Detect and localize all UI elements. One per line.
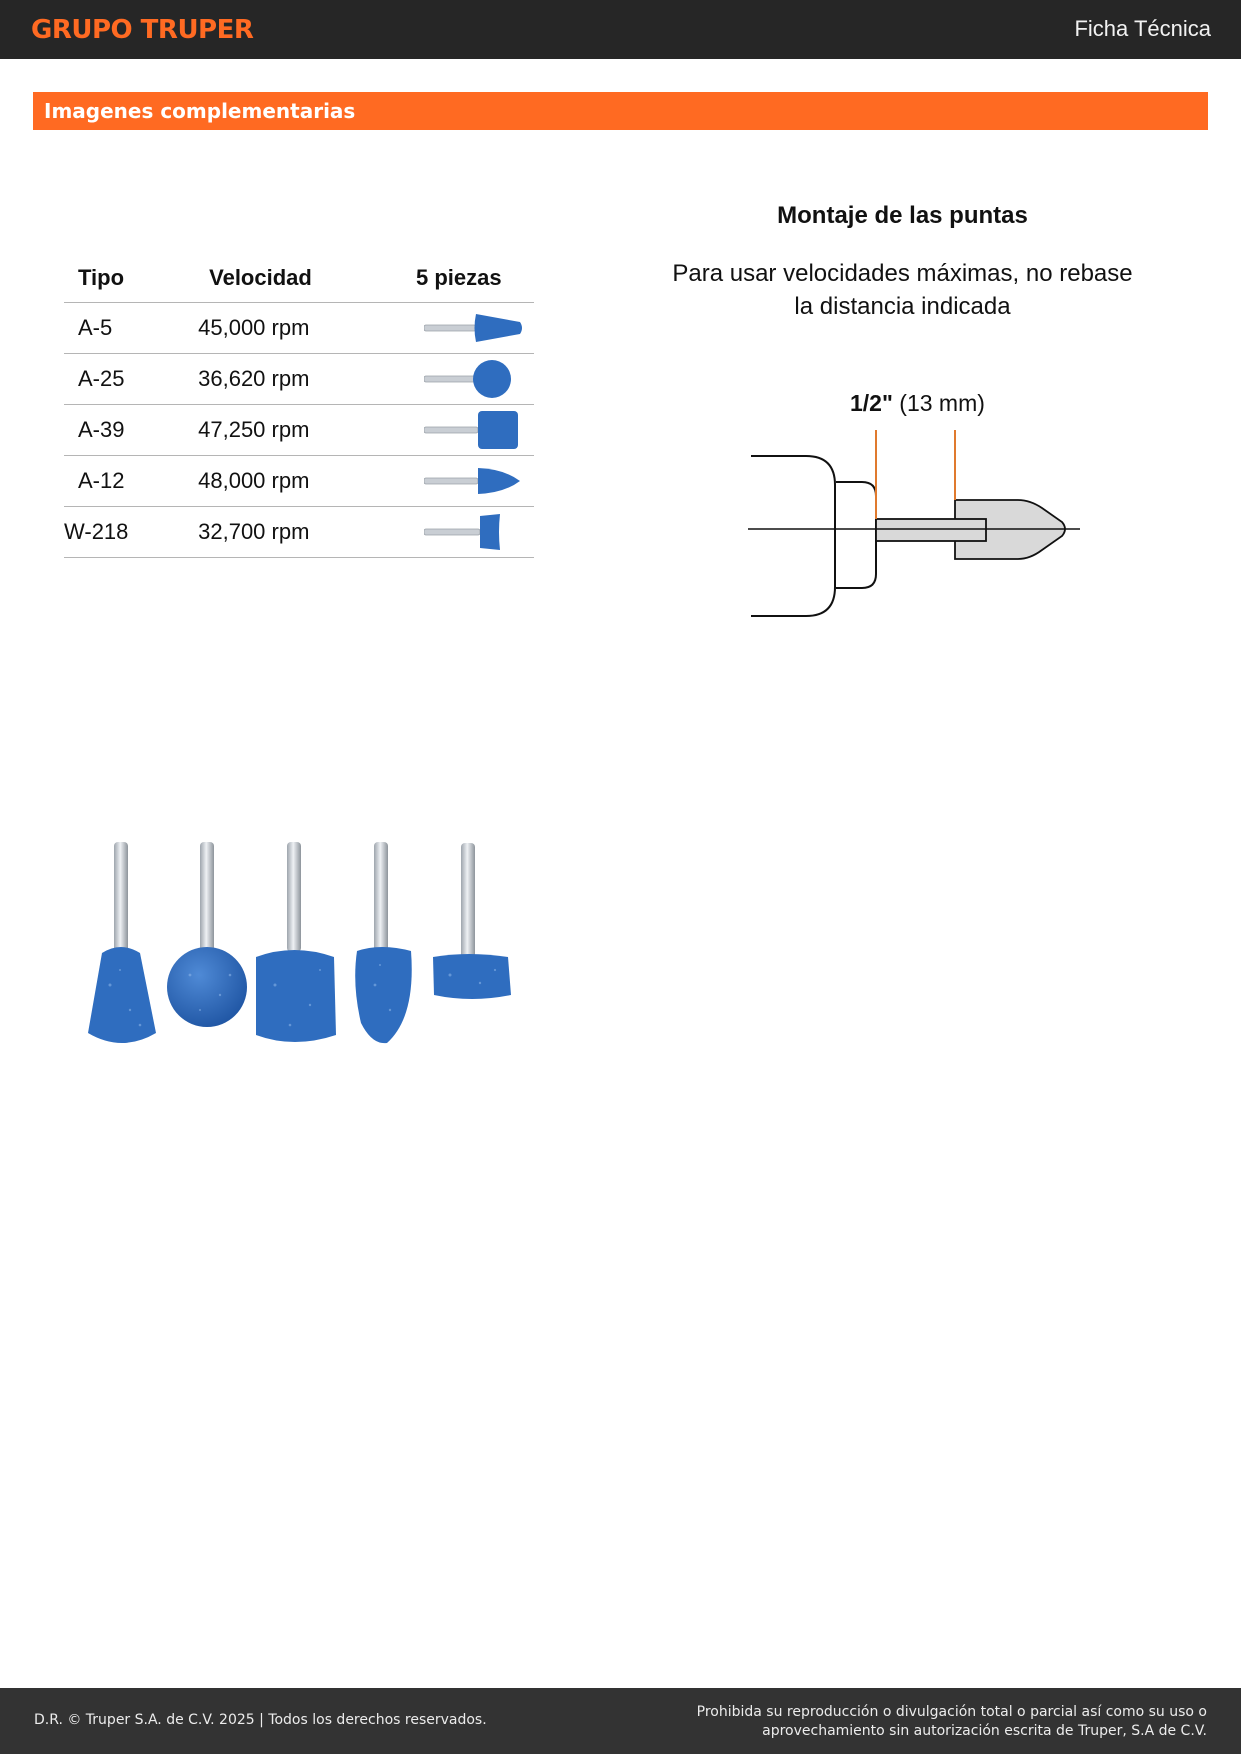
cell-icon [396, 506, 534, 557]
top-header-bar [0, 0, 1241, 59]
mount-instructions-line: Para usar velocidades máximas, no rebase [672, 260, 1133, 287]
cell-icon [396, 302, 534, 353]
section-title: Imagenes complementarias [44, 99, 356, 123]
table-row [64, 455, 534, 506]
cell-velocidad: 32,700 rpm [198, 506, 396, 557]
ball-stone-icon [424, 358, 534, 400]
dimension-mm: (13 mm) [892, 390, 985, 416]
wheel-stone-icon [424, 512, 534, 552]
legal-notice-line: aprovechamiento sin autorización escrita de Truper, S.A de C.V. [762, 1723, 1207, 1739]
mount-instructions [640, 257, 1165, 323]
legal-notice-line: Prohibida su reproducción o divulgación total o parcial así como su uso o [696, 1704, 1207, 1720]
cylinder-stone [256, 950, 336, 1042]
cell-velocidad: 36,620 rpm [198, 353, 396, 404]
section-header [33, 92, 1208, 130]
cell-icon [396, 353, 534, 404]
mount-title: Montaje de las puntas [777, 202, 1028, 229]
cell-tipo: A-12 [64, 455, 198, 506]
cylinder-stone-icon [424, 409, 534, 451]
cell-velocidad: 45,000 rpm [198, 302, 396, 353]
cell-velocidad: 47,250 rpm [198, 404, 396, 455]
column-header-piezas-label: 5 piezas [415, 265, 502, 291]
ball-stone [167, 947, 247, 1027]
bullet-stone [355, 947, 412, 1043]
cell-icon [396, 455, 534, 506]
table-row [64, 302, 534, 353]
document-type-label: Ficha Técnica [1074, 16, 1211, 41]
mount-instructions-line: la distancia indicada [794, 293, 1011, 320]
cell-tipo: A-25 [64, 353, 198, 404]
cell-tipo: A-5 [64, 302, 198, 353]
cell-tipo: W-218 [64, 506, 198, 557]
product-photo [80, 835, 520, 1055]
truper-logo: GRUPO TRUPER [31, 15, 254, 45]
footer-bar [0, 1688, 1241, 1754]
table-row [64, 506, 534, 557]
column-header-velocidad-label: Velocidad [209, 265, 312, 291]
dimension-inches: 1/2" [850, 390, 893, 416]
wheel-stone [433, 954, 511, 999]
mounting-diagram [745, 425, 1085, 620]
dimension-label [850, 390, 985, 417]
cone-stone [88, 947, 156, 1043]
cell-tipo: A-39 [64, 404, 198, 455]
cell-icon [396, 404, 534, 455]
table-row [64, 404, 534, 455]
bullet-stone-icon [424, 465, 534, 497]
table-row [64, 353, 534, 404]
cell-velocidad: 48,000 rpm [198, 455, 396, 506]
column-header-piezas [396, 255, 534, 302]
column-header-tipo: Tipo [64, 255, 198, 302]
copyright-text: D.R. © Truper S.A. de C.V. 2025 | Todos los derechos reservados. [34, 1712, 487, 1728]
speed-table [64, 255, 534, 558]
legal-notice [647, 1703, 1207, 1741]
cone-stone-icon [424, 310, 534, 346]
column-header-velocidad [198, 255, 396, 302]
table-header-row [64, 255, 534, 302]
